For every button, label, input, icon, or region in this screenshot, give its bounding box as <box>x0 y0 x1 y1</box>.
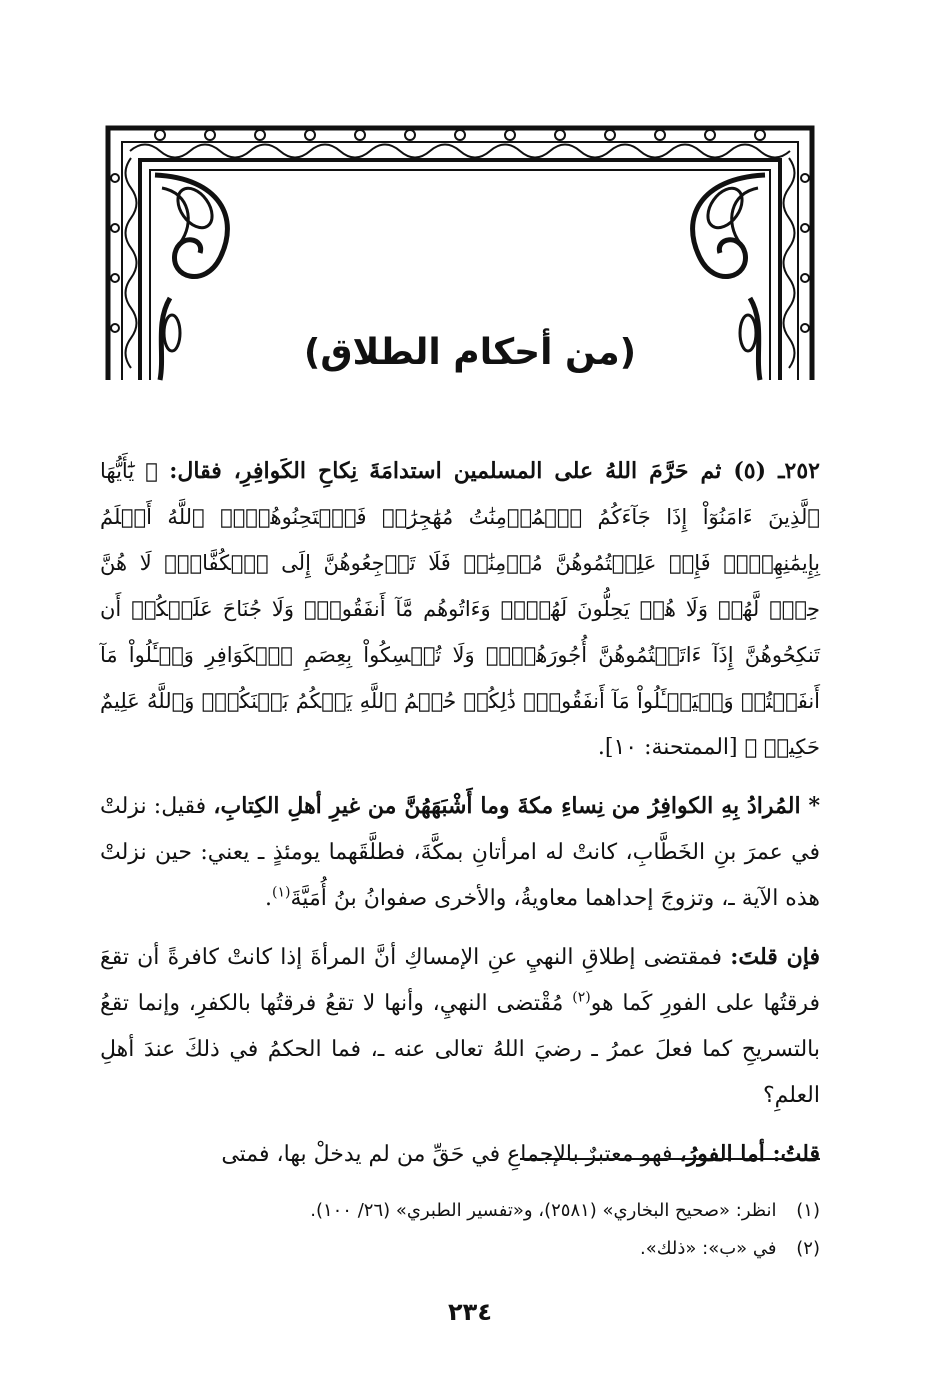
paragraph-question <box>100 934 820 1119</box>
footnote-text: في «ب»: «ذلك». <box>640 1238 777 1259</box>
commentary-end: . <box>265 886 273 911</box>
paragraph-252 <box>100 448 820 771</box>
answer-lead: قلتُ: أما الفورُ، <box>679 1141 820 1167</box>
paragraph-lead: ٢٥٢ـ (٥) ثم حَرَّمَ اللهُ على المسلمين استدامَةَ نِكاحِ الكَوافِرِ، فقال: <box>169 458 820 484</box>
footnote-text: انظر: «صحيح البخاري» (٢٥٨١)، و«تفسير الطبري» (٢٦/ ١٠٠). <box>310 1200 777 1221</box>
main-text <box>100 448 820 1178</box>
footnote-2 <box>100 1230 820 1268</box>
footnote-ref-2: (٢) <box>572 989 591 1006</box>
paragraph-answer <box>100 1131 820 1178</box>
commentary-text: فقيل: نزلتْ في عمرَ بنِ الخَطَّابِ، كانتْ له امرأتانِ بمكَّةَ، فطلَّقَهما يومئذٍ ـ يعني: حين نزلتْ هذه الآية ـ، وتزوجَ إحداهما معاويةُ، والأخرى صفوانُ بنُ أُمَيَّةَ <box>100 794 820 911</box>
footnotes <box>100 1192 820 1268</box>
question-lead: فإن قلتَ: <box>730 944 820 970</box>
footnote-ref-1: (١) <box>272 884 291 901</box>
footnote-divider <box>520 1158 820 1160</box>
commentary-lead: * المُرادُ بِهِ الكوافِرُ من نِساءِ مكةَ وما أَشْبَهَهُنَّ من غيرِ أهلِ الكِتابِ، <box>213 793 820 819</box>
footnote-number: (١) <box>796 1200 820 1221</box>
question-text-2: مُقْتضى النهيِ، وأنها لا تقعُ فرقتُها بالكفرِ، وإنما تقعُ بالتسريحِ كما فعلَ عمرُ ـ رضيَ اللهُ تعالى عنه ـ، فما الحكمُ في ذلكَ عندَ أهلِ العلمِ؟ <box>100 991 820 1108</box>
quran-verse: ﴿ يَٰٓأَيُّهَا ٱلَّذِينَ ءَامَنُوٓاْ إِذَا جَآءَكُمُ ٱلۡمُؤۡمِنَٰتُ مُهَٰجِرَٰتٖ فَٱمۡتَحِنُوهُنَّۖ ٱللَّهُ أَعۡلَمُ بِإِيمَٰنِهِنَّۖ فَإِنۡ عَلِمۡتُمُوهُنَّ مُؤۡمِنَٰتٖ فَلَا تَرۡجِعُوهُنَّ إِلَى ٱلۡكُفَّارِۖ لَا هُنَّ حِلّٞ لَّهُمۡ وَلَا هُمۡ يَحِلُّونَ لَهُنَّۖ وَءَاتُوهُم مَّآ أَنفَقُواْۚ وَلَا جُنَاحَ عَلَيۡكُمۡ أَن تَنكِحُوهُنَّ إِذَآ ءَاتَيۡتُمُوهُنَّ أُجُورَهُنَّۚ وَلَا تُمۡسِكُواْ بِعِصَمِ ٱلۡكَوَافِرِ وَسۡـَٔلُواْ مَآ أَنفَقۡتُمۡ وَلۡيَسۡـَٔلُواْ مَآ أَنفَقُواْۚ ذَٰلِكُمۡ حُكۡمُ ٱللَّهِ يَحۡكُمُ بَيۡنَكُمۡۖ وَٱللَّهُ عَلِيمٌ حَكِيمٞ ﴾ <box>100 459 820 759</box>
paragraph-commentary <box>100 783 820 922</box>
chapter-title: (من أحكام الطلاق) <box>303 332 637 373</box>
verse-citation: [الممتحنة: ١٠]. <box>597 735 738 760</box>
page-number: ٢٣٤ <box>448 1298 492 1326</box>
footnote-1 <box>100 1192 820 1230</box>
footnote-number: (٢) <box>796 1238 820 1259</box>
answer-text: فهو معتبرٌ بالإجماعِ في حَقِّ من لم يدخلْ بها، فمتى <box>221 1142 673 1167</box>
question-text-1: فمقتضى إطلاقِ النهيِ عنِ الإمساكِ أنَّ المرأةَ إذا كانتْ كافرةً أن تقعَ فرقتُها على الفورِ كَما هو <box>100 945 821 1016</box>
